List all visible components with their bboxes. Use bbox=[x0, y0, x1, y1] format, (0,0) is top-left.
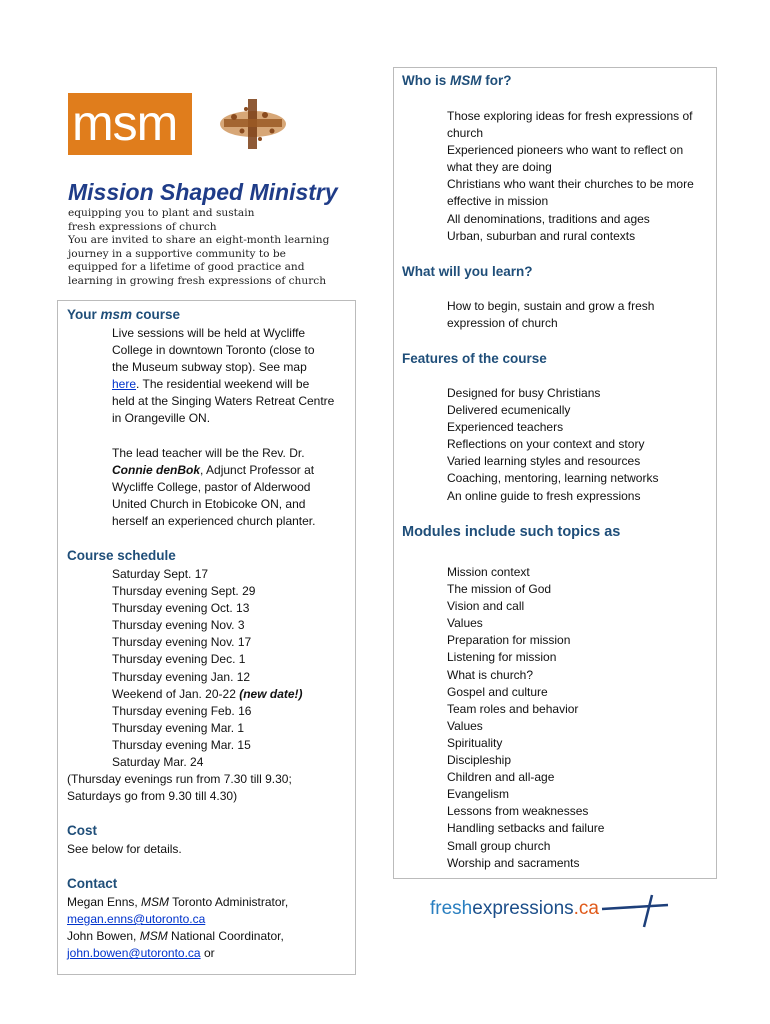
list-item: Experienced teachers bbox=[447, 420, 564, 435]
text-line: Live sessions will be held at Wycliffe bbox=[112, 326, 306, 340]
list-item: Experienced pioneers who want to reflect on bbox=[447, 143, 684, 158]
list-item: Those exploring ideas for fresh expressions of bbox=[447, 109, 693, 123]
list-item: Team roles and behavior bbox=[447, 701, 579, 716]
who-heading bbox=[402, 73, 512, 88]
contact-role: National Coordinator, bbox=[167, 929, 284, 944]
text-line bbox=[112, 462, 315, 479]
modules-heading: Modules include such topics as bbox=[402, 524, 621, 540]
who-list bbox=[447, 108, 694, 245]
text-line: United Church in Etobicoke ON, and bbox=[112, 497, 306, 512]
text-line bbox=[67, 894, 288, 911]
list-item: expression of church bbox=[447, 316, 558, 331]
teacher-name: Connie denBok bbox=[112, 463, 201, 478]
contact-heading: Contact bbox=[67, 876, 118, 891]
text-line: in Orangeville ON. bbox=[112, 411, 211, 426]
text-line: Wycliffe College, pastor of Alderwood bbox=[112, 480, 311, 495]
fe-part-ca: .ca bbox=[573, 898, 599, 919]
features-list bbox=[447, 385, 658, 505]
email-link-john[interactable]: john.bowen@utoronto.ca bbox=[67, 946, 201, 961]
intro-line: fresh expressions of church bbox=[68, 220, 217, 233]
list-item: Small group church bbox=[447, 838, 551, 853]
list-item: Vision and call bbox=[447, 599, 525, 614]
text-line bbox=[67, 945, 288, 962]
intro-line: learning in growing fresh expressions of church bbox=[68, 274, 327, 287]
schedule-item: Saturday Mar. 24 bbox=[112, 755, 204, 770]
schedule-list bbox=[112, 566, 303, 771]
list-item: Designed for busy Christians bbox=[447, 386, 601, 400]
list-item: effective in mission bbox=[447, 194, 549, 209]
list-item: Mission context bbox=[447, 565, 530, 579]
text-em: MSM bbox=[141, 895, 170, 909]
list-item: Children and all-age bbox=[447, 770, 555, 785]
cost-text: See below for details. bbox=[67, 842, 182, 856]
learn-heading: What will you learn? bbox=[402, 264, 533, 279]
contact-name: John Bowen, bbox=[67, 929, 140, 944]
email-link-megan[interactable]: megan.enns@utoronto.ca bbox=[67, 912, 206, 927]
text-line bbox=[67, 928, 288, 945]
msm-logo bbox=[68, 93, 268, 155]
schedule-item: Thursday evening Mar. 1 bbox=[112, 720, 245, 735]
features-heading: Features of the course bbox=[402, 351, 547, 366]
text-span: Weekend of Jan. 20-22 bbox=[112, 686, 240, 701]
schedule-item: Thursday evening Mar. 15 bbox=[112, 737, 251, 752]
contact-details bbox=[67, 894, 288, 962]
list-item: Delivered ecumenically bbox=[447, 403, 571, 418]
schedule-item: Thursday evening Feb. 16 bbox=[112, 703, 252, 718]
list-item: Preparation for mission bbox=[447, 633, 571, 648]
list-item: Evangelism bbox=[447, 787, 510, 802]
schedule-item: Thursday evening Sept. 29 bbox=[112, 584, 256, 599]
text-line: held at the Singing Waters Retreat Centre bbox=[112, 394, 335, 409]
logo-wordmark: msm bbox=[72, 95, 178, 151]
fe-cross-icon bbox=[430, 893, 670, 929]
text-line: College in downtown Toronto (close to bbox=[112, 343, 315, 358]
text-span: . The residential weekend will be bbox=[136, 377, 310, 392]
schedule-item: Thursday evening Jan. 12 bbox=[112, 669, 251, 684]
list-item: Varied learning styles and resources bbox=[447, 454, 641, 469]
text-line: Saturdays go from 9.30 till 4.30) bbox=[67, 789, 238, 804]
heading-text: Your bbox=[67, 307, 101, 322]
intro-line: You are invited to share an eight-month learning bbox=[68, 234, 330, 246]
list-item: Urban, suburban and rural contexts bbox=[447, 228, 636, 243]
cross-globe-icon bbox=[190, 93, 322, 155]
schedule-item: Thursday evening Oct. 13 bbox=[112, 601, 250, 616]
list-item: Listening for mission bbox=[447, 650, 557, 665]
list-item: Reflections on your context and story bbox=[447, 437, 645, 452]
schedule-item bbox=[112, 686, 303, 703]
list-item: Values bbox=[447, 616, 483, 631]
schedule-heading: Course schedule bbox=[67, 548, 176, 563]
intro-line: equipping you to plant and sustain bbox=[68, 207, 255, 219]
list-item: Worship and sacraments bbox=[447, 855, 580, 870]
list-item: How to begin, sustain and grow a fresh bbox=[447, 299, 655, 313]
modules-list bbox=[447, 564, 604, 872]
fe-part-fresh: fresh bbox=[430, 898, 473, 919]
list-item: church bbox=[447, 126, 484, 141]
text-span: , Adjunct Professor at bbox=[200, 463, 315, 478]
text-span: or bbox=[200, 946, 215, 961]
fe-part-expressions: expressions bbox=[472, 898, 574, 919]
intro-line: journey in a supportive community to be bbox=[68, 247, 286, 260]
list-item: Christians who want their churches to be more bbox=[447, 177, 694, 192]
course-location-paragraph bbox=[112, 325, 334, 428]
list-item: The mission of God bbox=[447, 582, 552, 597]
page-title: Mission Shaped Ministry bbox=[68, 179, 338, 205]
lead-teacher-paragraph bbox=[112, 445, 315, 530]
text-line: The lead teacher will be the Rev. Dr. bbox=[112, 446, 305, 460]
text-line bbox=[67, 911, 288, 928]
text-line: (Thursday evenings run from 7.30 till 9.30; bbox=[67, 772, 292, 786]
contact-role: Toronto Administrator, bbox=[169, 895, 289, 909]
intro-line: equipped for a lifetime of good practice and bbox=[68, 261, 305, 273]
new-date-note: (new date!) bbox=[239, 686, 303, 701]
heading-text: course bbox=[132, 307, 181, 322]
contact-name: Megan Enns, bbox=[67, 895, 142, 909]
list-item: An online guide to fresh expressions bbox=[447, 488, 641, 503]
text-line: herself an experienced church planter. bbox=[112, 514, 316, 529]
heading-text: for? bbox=[481, 73, 512, 88]
list-item: Gospel and culture bbox=[447, 684, 548, 699]
list-item: what they are doing bbox=[447, 160, 552, 175]
list-item: Coaching, mentoring, learning networks bbox=[447, 471, 659, 486]
course-heading bbox=[67, 307, 180, 322]
heading-em: msm bbox=[100, 307, 133, 322]
schedule-item: Thursday evening Dec. 1 bbox=[112, 652, 246, 667]
schedule-item: Thursday evening Nov. 17 bbox=[112, 635, 252, 650]
map-link[interactable]: here bbox=[112, 377, 137, 392]
heading-text: Who is bbox=[402, 73, 450, 88]
schedule-note bbox=[67, 771, 292, 805]
list-item: All denominations, traditions and ages bbox=[447, 211, 650, 226]
learn-list bbox=[447, 298, 654, 332]
text-line: the Museum subway stop). See map bbox=[112, 360, 307, 375]
text-em: MSM bbox=[139, 929, 168, 944]
list-item: Spirituality bbox=[447, 735, 503, 750]
heading-em: MSM bbox=[450, 73, 482, 88]
list-item: What is church? bbox=[447, 667, 534, 682]
list-item: Handling setbacks and failure bbox=[447, 821, 605, 836]
freshexpressions-logo bbox=[430, 893, 670, 929]
list-item: Values bbox=[447, 718, 483, 733]
schedule-item: Thursday evening Nov. 3 bbox=[112, 618, 245, 633]
schedule-item: Saturday Sept. 17 bbox=[112, 567, 209, 581]
text-line bbox=[112, 376, 334, 393]
cost-heading: Cost bbox=[67, 823, 97, 838]
logo-box bbox=[68, 93, 192, 155]
list-item: Lessons from weaknesses bbox=[447, 804, 589, 819]
list-item: Discipleship bbox=[447, 753, 512, 768]
intro-text bbox=[68, 207, 368, 288]
